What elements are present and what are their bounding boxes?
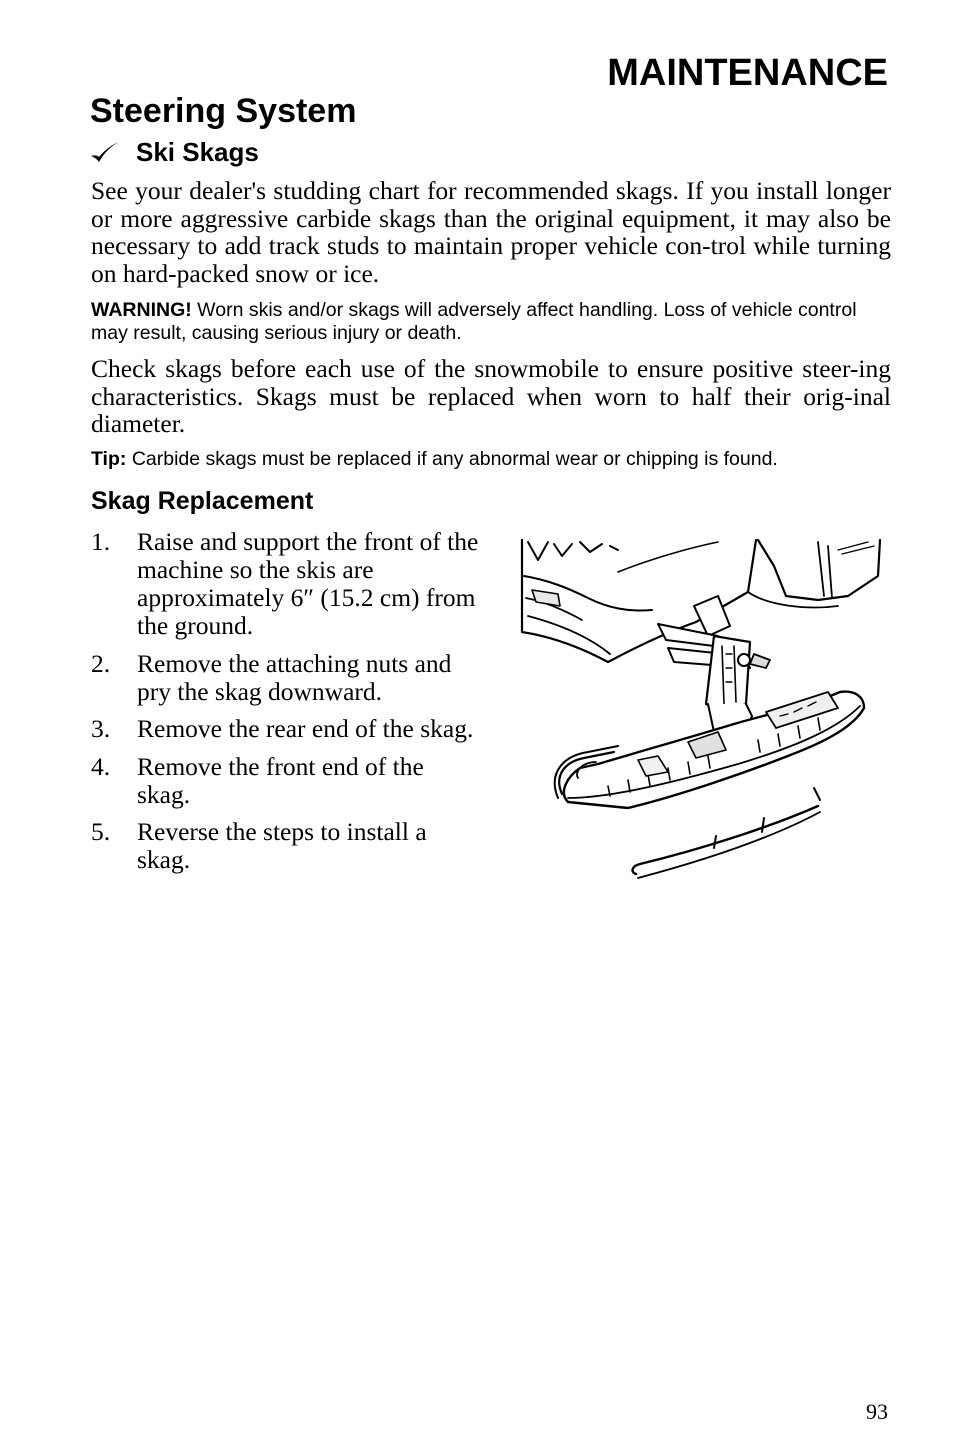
steps-list <box>91 528 481 884</box>
ski-skag-illustration <box>518 536 886 882</box>
sub-heading-text: Ski Skags <box>136 137 259 167</box>
section-title: MAINTENANCE <box>607 52 888 94</box>
step-text: Raise and support the front of the machine so the skis are approximately 6″ (15.2 cm) from the ground. <box>137 527 479 640</box>
step-text: Remove the attaching nuts and pry the skag downward. <box>137 648 452 706</box>
page-heading: Steering System <box>90 92 357 130</box>
step-number: 1. <box>91 527 111 556</box>
step-number: 5. <box>91 817 111 846</box>
sub-heading <box>90 139 259 165</box>
step-text: Remove the rear end of the skag. <box>137 714 474 743</box>
tip-note <box>91 448 891 471</box>
tip-label: Tip: <box>91 448 127 470</box>
step-text: Remove the front end of the skag. <box>137 751 424 809</box>
tip-text: Carbide skags must be replaced if any abnormal wear or chipping is found. <box>131 448 778 470</box>
check-paragraph: Check skags before each use of the snowmobile to ensure positive steer-ing characteristics. Skags must be replaced when worn to half their orig-inal diameter. <box>91 354 891 438</box>
replacement-heading: Skag Replacement <box>91 487 314 515</box>
step-number: 2. <box>91 648 111 678</box>
list-item <box>91 650 481 706</box>
list-item <box>91 528 481 640</box>
list-item <box>91 715 481 743</box>
step-text: Reverse the steps to install a skag. <box>137 817 427 874</box>
step-number: 3. <box>91 714 111 743</box>
page-number: 93 <box>866 1399 888 1424</box>
list-item <box>91 818 481 874</box>
warning-label: WARNING! <box>91 299 192 321</box>
checkmark-icon <box>90 141 120 163</box>
warning-note <box>91 299 891 345</box>
list-item <box>91 753 481 809</box>
intro-paragraph: See your dealer's studding chart for recommended skags. If you install longer or more aggressive carbide skags than the original equipment, it may also be necessary to add track studs to maintain proper vehicle con-trol while turning on hard-packed snow or ice. <box>91 176 891 288</box>
warning-text: Worn skis and/or skags will adversely affect handling. Loss of vehicle control may result, causing serious injury or death. <box>91 299 857 344</box>
step-number: 4. <box>91 751 111 781</box>
